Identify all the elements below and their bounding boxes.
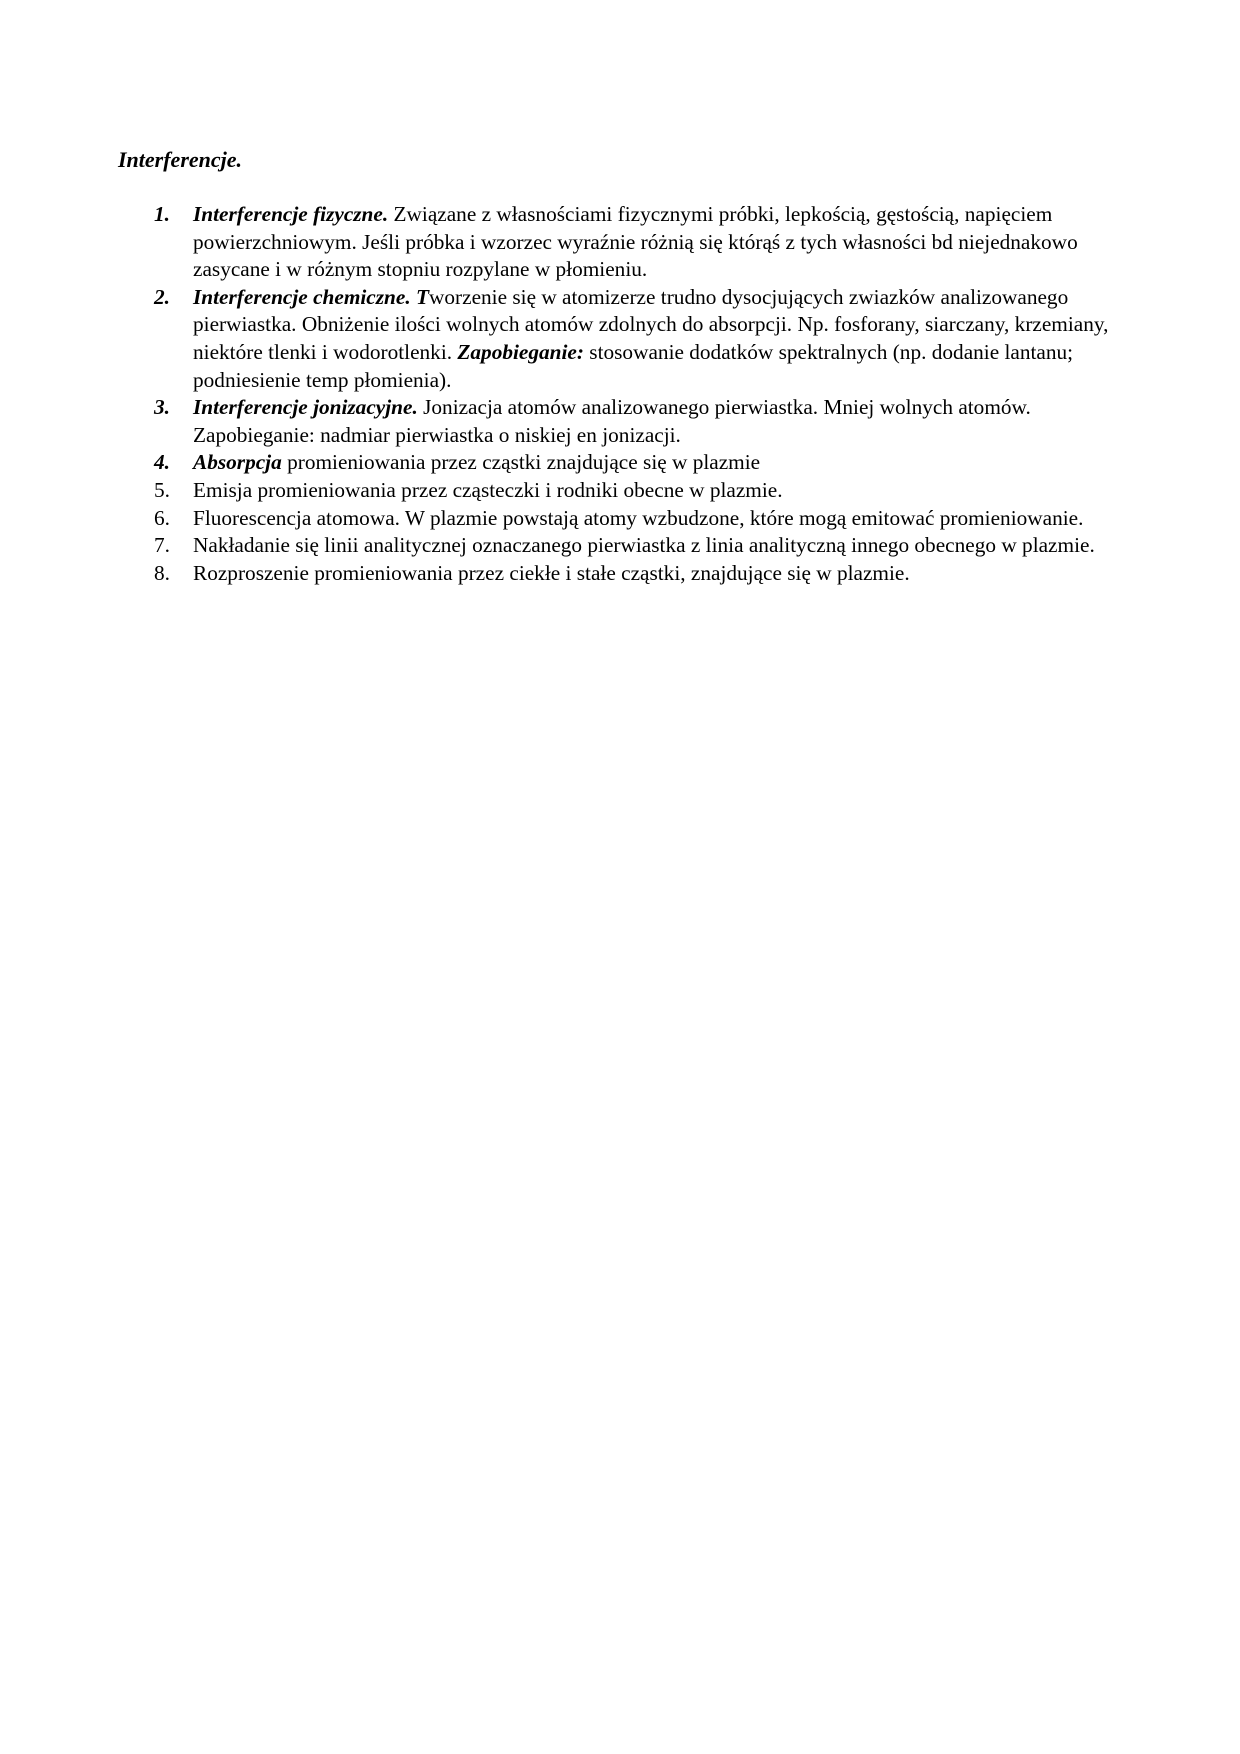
list-item-number: 3.: [154, 395, 170, 420]
list-item: [154, 449, 1134, 477]
list-item-text: Rozproszenie promieniowania przez ciekłe i stałe cząstki, znajdujące się w plazmie.: [193, 560, 910, 585]
list-item-term: Zapobieganie:: [452, 339, 584, 364]
list-item-term: Interferencje chemiczne. T: [193, 284, 429, 309]
list-item-term: Absorpcja: [193, 450, 282, 475]
list-item-text: Związane z własnościami fizycznymi próbki, lepkością, gęstością, napięciem powierzchniowym. Jeśli próbka i wzorzec wyraźnie różnią się którąś z tych własności bd niejednakowo zasycane i w różnym stopniu rozpylane w płomieniu.: [193, 202, 1078, 282]
list-item-text: Fluorescencja atomowa. W plazmie powstają atomy wzbudzone, które mogą emitować promieniowanie.: [193, 505, 1084, 530]
list-item-number: 1.: [154, 202, 170, 226]
list-item-number: 8.: [154, 560, 170, 585]
interference-list: [154, 201, 1134, 587]
list-item: [154, 394, 1134, 449]
list-item: [154, 477, 1134, 505]
list-item-text: Emisja promieniowania przez cząsteczki i rodniki obecne w plazmie.: [193, 477, 783, 502]
list-item-number: 7.: [154, 533, 170, 558]
list-item-number: 6.: [154, 505, 170, 530]
document-heading: Interferencje.: [118, 147, 243, 172]
list-item: [154, 505, 1134, 533]
list-item-text: Nakładanie się linii analitycznej oznaczanego pierwiastka z linia analityczną innego obecnego w plazmie.: [193, 533, 1095, 558]
list-item: [154, 560, 1134, 588]
list-item-number: 4.: [154, 450, 170, 475]
list-item-term: Interferencje jonizacyjne.: [193, 395, 418, 420]
list-item-text: Jonizacja atomów analizowanego pierwiastka. Mniej wolnych atomów. Zapobieganie: nadmiar pierwiastka o niskiej en jonizacji.: [193, 395, 1031, 447]
list-item-text: stosowanie dodatków spektralnych (np. dodanie lantanu; podniesienie temp płomienia).: [193, 339, 1074, 392]
list-item-number: 2.: [154, 284, 170, 309]
list-item: [154, 201, 1134, 284]
list-item: [154, 532, 1134, 560]
list-item-text: promieniowania przez cząstki znajdujące się w plazmie: [281, 450, 761, 475]
list-item-number: 5.: [154, 477, 170, 502]
list-item-term: Interferencje fizyczne.: [193, 202, 389, 226]
list-item-text: worzenie się w atomizerze trudno dysocjujących zwiazków analizowanego pierwiastka. Obniżenie ilości wolnych atomów zdolnych do absorpcji. Np. fosforany, siarczany, krzemiany, niektóre tlenki i wodorotlenki.: [193, 284, 1109, 364]
list-item: [154, 284, 1134, 394]
